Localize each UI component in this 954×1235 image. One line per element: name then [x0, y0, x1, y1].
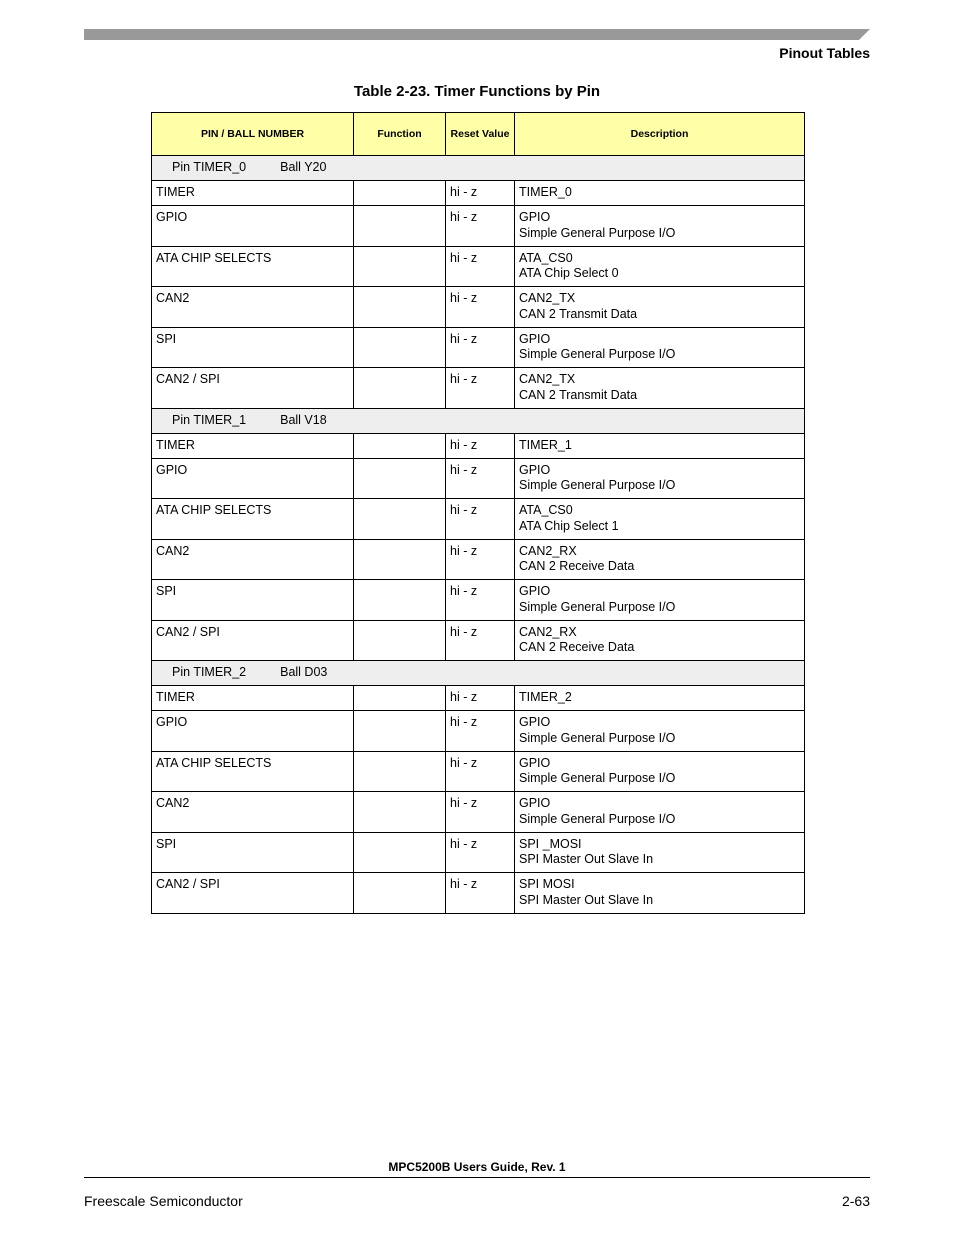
cell-description — [515, 433, 805, 458]
cell-description — [515, 327, 805, 368]
table-header-row — [152, 113, 805, 156]
cell-function — [354, 711, 446, 752]
footer-guide-title: MPC5200B Users Guide, Rev. 1 — [388, 1160, 566, 1174]
cell-description — [515, 458, 805, 499]
cell-pin-ball: TIMER — [152, 181, 354, 206]
cell-pin-ball: CAN2 — [152, 792, 354, 833]
pin-name: Pin TIMER_2 — [172, 665, 247, 679]
description-line: Simple General Purpose I/O — [519, 478, 676, 492]
description-line: CAN 2 Transmit Data — [519, 306, 638, 321]
cell-description — [515, 287, 805, 328]
table-row — [152, 246, 805, 287]
description-line: CAN2_TX — [519, 291, 576, 305]
cell-function — [354, 539, 446, 580]
cell-function — [354, 499, 446, 540]
ball-number: Ball Y20 — [280, 160, 327, 174]
cell-function — [354, 792, 446, 833]
cell-function — [354, 686, 446, 711]
cell-function — [354, 433, 446, 458]
cell-description — [515, 832, 805, 873]
description-line: ATA_CS0 — [519, 250, 573, 265]
cell-function — [354, 832, 446, 873]
description-line: ATA Chip Select 0 — [519, 266, 619, 280]
description-line: SPI Master Out Slave In — [519, 852, 654, 866]
description-line: GPIO — [519, 755, 551, 770]
description-line: GPIO — [519, 584, 551, 598]
section-title: Pinout Tables — [779, 45, 870, 61]
cell-description — [515, 246, 805, 287]
timer-functions-table — [151, 112, 805, 914]
column-header-function: Function — [354, 113, 446, 156]
description-line: GPIO — [519, 715, 551, 729]
cell-reset-value: hi - z — [446, 580, 515, 621]
cell-description — [515, 792, 805, 833]
table-row — [152, 287, 805, 328]
cell-pin-ball: SPI — [152, 832, 354, 873]
table-row — [152, 327, 805, 368]
pin-group-row — [152, 408, 805, 433]
description-line: Simple General Purpose I/O — [519, 730, 676, 745]
cell-reset-value: hi - z — [446, 458, 515, 499]
pin-name: Pin TIMER_0 — [172, 160, 247, 174]
table-body — [152, 156, 805, 914]
description-line: CAN 2 Receive Data — [519, 559, 635, 573]
description-line: Simple General Purpose I/O — [519, 225, 676, 240]
cell-reset-value: hi - z — [446, 832, 515, 873]
cell-reset-value: hi - z — [446, 368, 515, 409]
pin-group-row — [152, 156, 805, 181]
cell-pin-ball: ATA CHIP SELECTS — [152, 499, 354, 540]
cell-function — [354, 580, 446, 621]
cell-description — [515, 368, 805, 409]
cell-description — [515, 873, 805, 914]
cell-reset-value: hi - z — [446, 620, 515, 661]
table-row — [152, 368, 805, 409]
cell-pin-ball: CAN2 / SPI — [152, 368, 354, 409]
description-line: SPI MOSI — [519, 877, 575, 891]
table-row — [152, 711, 805, 752]
header-bar — [84, 29, 870, 40]
cell-pin-ball: ATA CHIP SELECTS — [152, 751, 354, 792]
table-row — [152, 181, 805, 206]
cell-pin-ball: GPIO — [152, 711, 354, 752]
cell-pin-ball: CAN2 / SPI — [152, 873, 354, 914]
cell-function — [354, 181, 446, 206]
cell-reset-value: hi - z — [446, 792, 515, 833]
table-row — [152, 620, 805, 661]
cell-function — [354, 327, 446, 368]
cell-pin-ball: TIMER — [152, 686, 354, 711]
cell-pin-ball: TIMER — [152, 433, 354, 458]
description-line: GPIO — [519, 331, 551, 346]
cell-reset-value: hi - z — [446, 287, 515, 328]
description-line: GPIO — [519, 796, 551, 810]
cell-description — [515, 711, 805, 752]
cell-description — [515, 751, 805, 792]
cell-description — [515, 499, 805, 540]
cell-description — [515, 686, 805, 711]
cell-pin-ball: CAN2 — [152, 287, 354, 328]
description-line: GPIO — [519, 210, 551, 224]
cell-reset-value: hi - z — [446, 206, 515, 247]
pin-group-cell — [152, 408, 805, 433]
cell-function — [354, 287, 446, 328]
cell-function — [354, 458, 446, 499]
description-line: CAN2_TX — [519, 372, 576, 386]
table-row — [152, 832, 805, 873]
cell-reset-value: hi - z — [446, 433, 515, 458]
table-row — [152, 539, 805, 580]
description-line: TIMER_0 — [519, 185, 572, 199]
cell-reset-value: hi - z — [446, 246, 515, 287]
pin-group-row — [152, 661, 805, 686]
cell-function — [354, 873, 446, 914]
table-row — [152, 458, 805, 499]
description-line: CAN2_RX — [519, 624, 577, 639]
cell-function — [354, 751, 446, 792]
column-header-reset-value: Reset Value — [446, 113, 515, 156]
cell-function — [354, 368, 446, 409]
description-line: CAN2_RX — [519, 543, 577, 558]
table-row — [152, 206, 805, 247]
description-line: Simple General Purpose I/O — [519, 347, 676, 361]
pin-group-cell — [152, 156, 805, 181]
table-row — [152, 580, 805, 621]
cell-reset-value: hi - z — [446, 751, 515, 792]
description-line: SPI _MOSI — [519, 836, 582, 851]
table-row — [152, 751, 805, 792]
pin-group-cell — [152, 661, 805, 686]
cell-pin-ball: SPI — [152, 327, 354, 368]
cell-reset-value: hi - z — [446, 327, 515, 368]
description-line: Simple General Purpose I/O — [519, 811, 676, 826]
table-row — [152, 792, 805, 833]
table-row — [152, 873, 805, 914]
ball-number: Ball V18 — [280, 412, 327, 427]
description-line: TIMER_1 — [519, 437, 572, 452]
table-row — [152, 433, 805, 458]
table-row — [152, 686, 805, 711]
description-line: Simple General Purpose I/O — [519, 599, 676, 614]
cell-function — [354, 246, 446, 287]
description-line: TIMER_2 — [519, 690, 572, 704]
table-row — [152, 499, 805, 540]
description-line: ATA_CS0 — [519, 503, 573, 517]
description-line: GPIO — [519, 462, 551, 477]
description-line: CAN 2 Receive Data — [519, 640, 635, 654]
footer-divider — [84, 1177, 870, 1178]
pin-name: Pin TIMER_1 — [172, 412, 247, 427]
column-header-pin-ball: PIN / BALL NUMBER — [152, 113, 354, 156]
cell-function — [354, 206, 446, 247]
cell-pin-ball: GPIO — [152, 458, 354, 499]
cell-description — [515, 539, 805, 580]
description-line: SPI Master Out Slave In — [519, 892, 654, 907]
cell-pin-ball: SPI — [152, 580, 354, 621]
cell-pin-ball: CAN2 / SPI — [152, 620, 354, 661]
cell-reset-value: hi - z — [446, 711, 515, 752]
table-caption: Table 2-23. Timer Functions by Pin — [353, 83, 601, 100]
cell-reset-value: hi - z — [446, 539, 515, 580]
cell-description — [515, 181, 805, 206]
description-line: ATA Chip Select 1 — [519, 518, 619, 533]
cell-pin-ball: ATA CHIP SELECTS — [152, 246, 354, 287]
cell-reset-value: hi - z — [446, 499, 515, 540]
description-line: CAN 2 Transmit Data — [519, 387, 638, 402]
cell-function — [354, 620, 446, 661]
cell-reset-value: hi - z — [446, 181, 515, 206]
footer-page-number: 2-63 — [841, 1193, 870, 1209]
column-header-description: Description — [515, 113, 805, 156]
cell-description — [515, 580, 805, 621]
cell-pin-ball: GPIO — [152, 206, 354, 247]
footer-company: Freescale Semiconductor — [84, 1193, 243, 1209]
cell-description — [515, 206, 805, 247]
cell-reset-value: hi - z — [446, 686, 515, 711]
cell-reset-value: hi - z — [446, 873, 515, 914]
description-line: Simple General Purpose I/O — [519, 771, 676, 785]
cell-pin-ball: CAN2 — [152, 539, 354, 580]
ball-number: Ball D03 — [280, 665, 328, 679]
cell-description — [515, 620, 805, 661]
